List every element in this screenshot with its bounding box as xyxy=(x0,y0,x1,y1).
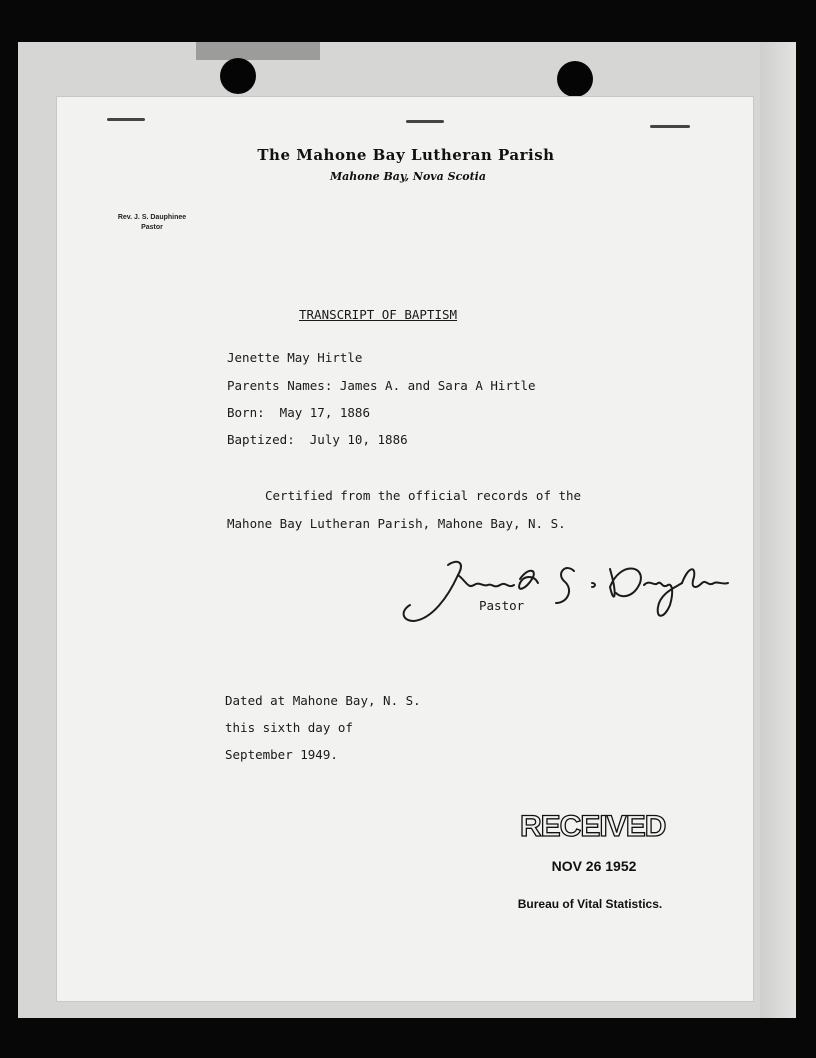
baptized-name: Jenette May Hirtle xyxy=(227,350,363,365)
dated-line-3: September 1949. xyxy=(225,747,338,762)
stamp-bureau: Bureau of Vital Statistics. xyxy=(517,897,663,911)
certification-line-2: Mahone Bay Lutheran Parish, Mahone Bay, N. S. xyxy=(227,516,566,531)
dated-line-1: Dated at Mahone Bay, N. S. xyxy=(225,693,421,708)
pastor-title: Pastor xyxy=(141,224,163,231)
stamp-date: NOV 26 1952 xyxy=(551,858,637,874)
pastor-signature xyxy=(396,553,736,633)
signature-role: Pastor xyxy=(479,598,525,613)
document-heading: TRANSCRIPT OF BAPTISM xyxy=(299,307,458,322)
letterhead-pastor xyxy=(96,213,208,233)
pastor-name: Rev. J. S. Dauphinee xyxy=(117,214,187,221)
punch-hole-left xyxy=(220,58,256,94)
staple-mark xyxy=(650,125,690,128)
certification-line-1: Certified from the official records of the xyxy=(265,488,582,503)
letterhead-title: The Mahone Bay Lutheran Parish xyxy=(257,146,555,164)
letterhead-subtitle: Mahone Bay, Nova Scotia xyxy=(330,170,486,183)
punch-hole-right xyxy=(557,61,593,97)
parents-names: Parents Names: James A. and Sara A Hirtle xyxy=(227,378,536,393)
dated-line-2: this sixth day of xyxy=(225,720,353,735)
birth-date: Born: May 17, 1886 xyxy=(227,405,370,420)
staple-mark xyxy=(107,118,145,121)
received-stamp xyxy=(510,802,666,922)
stamp-received-word: RECEIVED xyxy=(520,810,666,843)
tape-strip xyxy=(196,42,320,60)
baptism-date: Baptized: July 10, 1886 xyxy=(227,432,408,447)
staple-mark xyxy=(406,120,444,123)
